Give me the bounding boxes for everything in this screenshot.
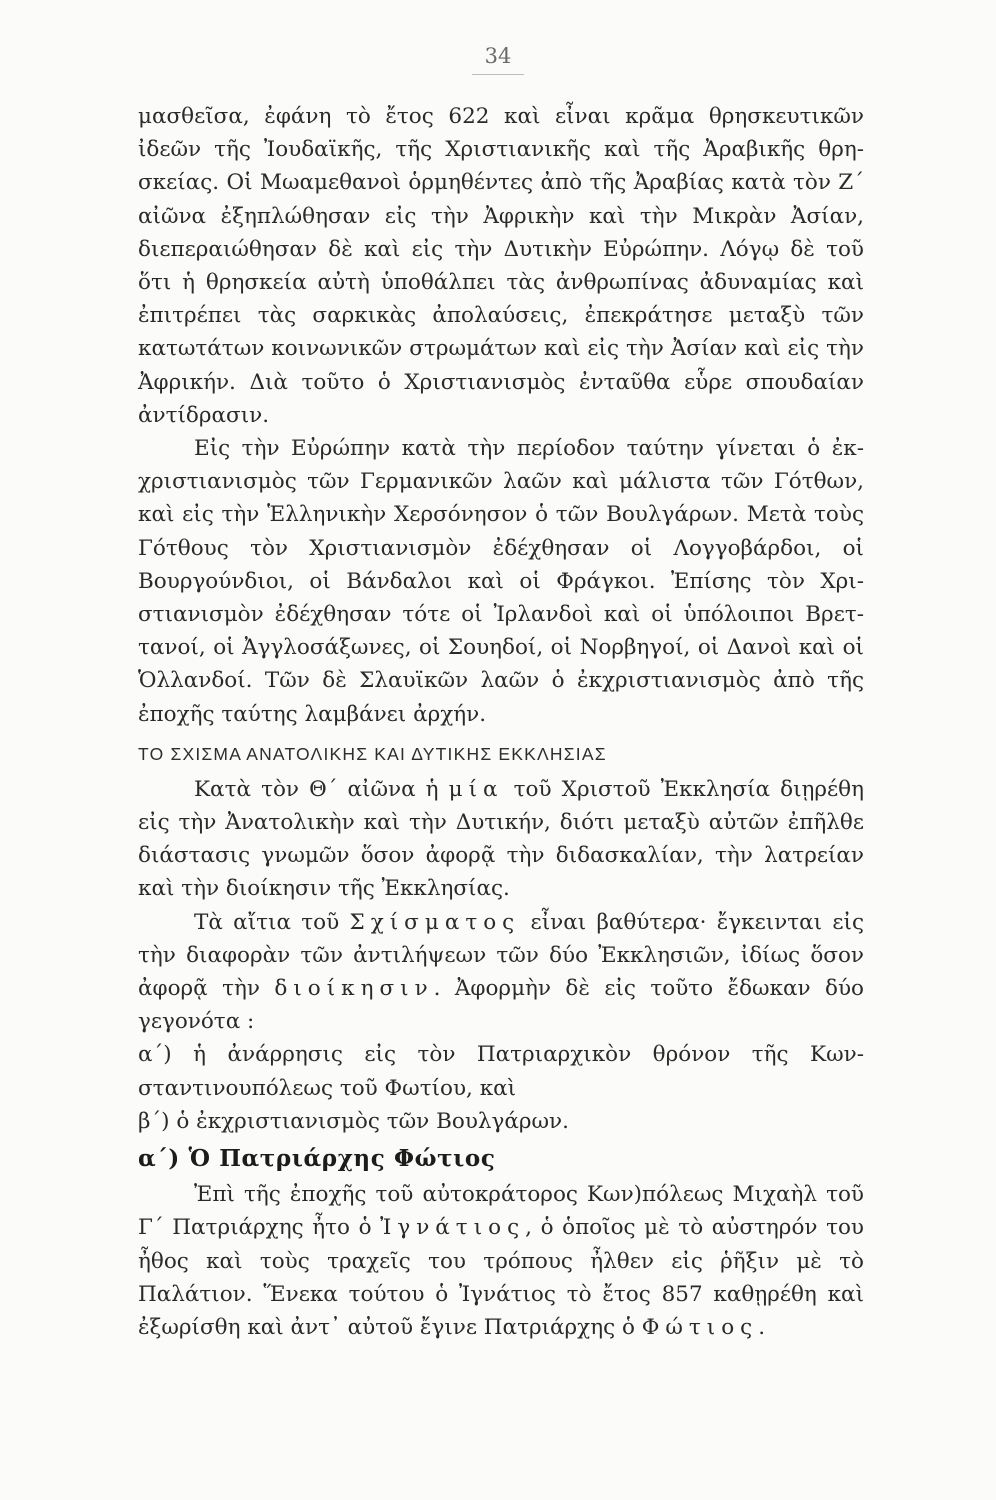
emphasis-mia: μία (448, 776, 504, 802)
photios-text-2: , ὁ ὁποῖος μὲ τὸ αὐστηρόν του ἦθος καὶ τοὺς τραχεῖς του τρόπους ἦλθεν εἰς ῥῆξιν μὲ τὸ Παλάτιον. Ἕνεκα τούτου ὁ Ἰγνάτιος τὸ ἔτος 857 καθῃρέθη καὶ ἐξωρίσθη καὶ ἀντ᾿ αὐτοῦ ἔγινε Πατριάρχης ὁ (138, 1215, 864, 1340)
page-number-rule (472, 74, 524, 75)
text-column (138, 100, 864, 1344)
section-heading-schism: ΤΟ ΣΧΙΣΜΑ ΑΝΑΤΟΛΙΚΗΣ ΚΑΙ ΔΥΤΙΚΗΣ ΕΚΚΛΗΣΙΑΣ (138, 743, 607, 764)
emphasis-ignatios: Ἰγνάτιος (380, 1215, 526, 1241)
emphasis-photios: Φώτιος (641, 1314, 759, 1340)
causes-text-3: . Ἀφορμὴν δὲ εἰς τοῦτο ἔδωκαν δύο γεγονότα : (138, 976, 864, 1035)
paragraph-schism-causes (138, 906, 864, 1039)
emphasis-schismatos: Σχίσματος (349, 909, 521, 935)
schism-intro-text-1: Κατὰ τὸν Θ΄ αἰῶνα ἡ (194, 776, 449, 802)
causes-text-1: Τὰ αἴτια τοῦ (194, 909, 350, 935)
list-item-a: α΄) ἡ ἀνάρρησις εἰς τὸν Πατριαρχικὸν θρόνον τῆς Κωνσταντινουπόλεως τοῦ Φωτίου, καὶ (138, 1042, 864, 1101)
photios-text-3: . (758, 1314, 766, 1340)
paragraph-continuation: μασθεῖσα, ἐφάνη τὸ ἔτος 622 καὶ εἶναι κρᾶμα θρησκευτικῶν ἰδεῶν τῆς Ἰουδαϊκῆς, τῆς Χριστιανικῆς καὶ τῆς Ἀραβικῆς θρησκείας. Οἱ Μωαμεθανοὶ ὁρμηθέντες ἀπὸ τῆς Ἀραβίας κατὰ τὸν Ζ΄ αἰῶνα ἐξηπλώθησαν εἰς τὴν Ἀφρικὴν καὶ τὴν Μικρὰν Ἀσίαν, διεπεραιώθησαν δὲ καὶ εἰς τὴν Δυτικὴν Εὐρώπην. Λόγῳ δὲ τοῦ ὅτι ἡ θρησκεία αὐτὴ ὑποθάλπει τὰς ἀνθρωπίνας ἀδυναμίας καὶ ἐπιτρέπει τὰς σαρκικὰς ἀπολαύσεις, ἐπεκράτησε μεταξὺ τῶν κατωτάτων κοινωνικῶν στρωμάτων καὶ εἰς τὴν Ἀσίαν καὶ εἰς τὴν Ἀφρικήν. Διὰ τοῦτο ὁ Χριστιανισμὸς ἐνταῦθα εὗρε σπουδαίαν ἀντίδρασιν. (138, 104, 864, 428)
paragraph-photios (138, 1178, 864, 1344)
paragraph-germanic-peoples: Εἰς τὴν Εὐρώπην κατὰ τὴν περίοδον ταύτην γίνεται ὁ ἐκχριστιανισμὸς τῶν Γερμανικῶν λαῶν καὶ μάλιστα τῶν Γότθων, καὶ εἰς τὴν Ἑλληνικὴν Χερσόνησον ὁ τῶν Βουλγάρων. Μετὰ τοὺς Γότθους τὸν Χριστιανισμὸν ἐδέχθησαν οἱ Λογγοβάρδοι, οἱ Βουργούνδιοι, οἱ Βάνδαλοι καὶ οἱ Φράγκοι. Ἐπίσης τὸν Χριστιανισμὸν ἐδέχθησαν τότε οἱ Ἰρλανδοὶ καὶ οἱ ὑπόλοιποι Βρεττανοί, οἱ Ἀγγλοσάξωνες, οἱ Σουηδοί, οἱ Νορβηγοί, οἱ Δανοὶ καὶ οἱ Ὁλλανδοί. Τῶν δὲ Σλαυϊκῶν λαῶν ὁ ἐκχριστιανισμὸς ἀπὸ τῆς ἐποχῆς ταύτης λαμβάνει ἀρχήν. (138, 436, 864, 727)
photios-text-1: Ἐπὶ τῆς ἐποχῆς τοῦ αὐτοκράτορος Κων)πόλεως Μιχαὴλ τοῦ Γ΄ Πατριάρχης ἦτο ὁ (138, 1182, 864, 1241)
paragraph-schism-intro (138, 773, 864, 906)
list-item-b: β΄) ὁ ἐκχριστιανισμὸς τῶν Βουλγάρων. (138, 1108, 569, 1134)
emphasis-dioikisin: διοίκησιν (274, 976, 434, 1002)
page-number: 34 (484, 44, 512, 68)
causes-text-2: εἶναι βαθύτερα· ἔγκεινται εἰς τὴν διαφορὰν τῶν ἀντιλήψεων τῶν δύο Ἐκκλησιῶν, ἰδίως ὅσον ἀφορᾷ τὴν (138, 909, 864, 1002)
schism-intro-text-2: τοῦ Χριστοῦ Ἐκκλησία διῃρέθη εἰς τὴν Ἀνατολικὴν καὶ τὴν Δυτικήν, διότι μεταξὺ αὐτῶν ἐπῆλθε διάστασις γνωμῶν ὅσον ἀφορᾷ τὴν διδασκαλίαν, τὴν λατρείαν καὶ τὴν διοίκησιν τῆς Ἐκκλησίας. (138, 776, 864, 902)
subsection-heading-photios: α΄) Ὁ Πατριάρχης Φώτιος (138, 1145, 496, 1173)
